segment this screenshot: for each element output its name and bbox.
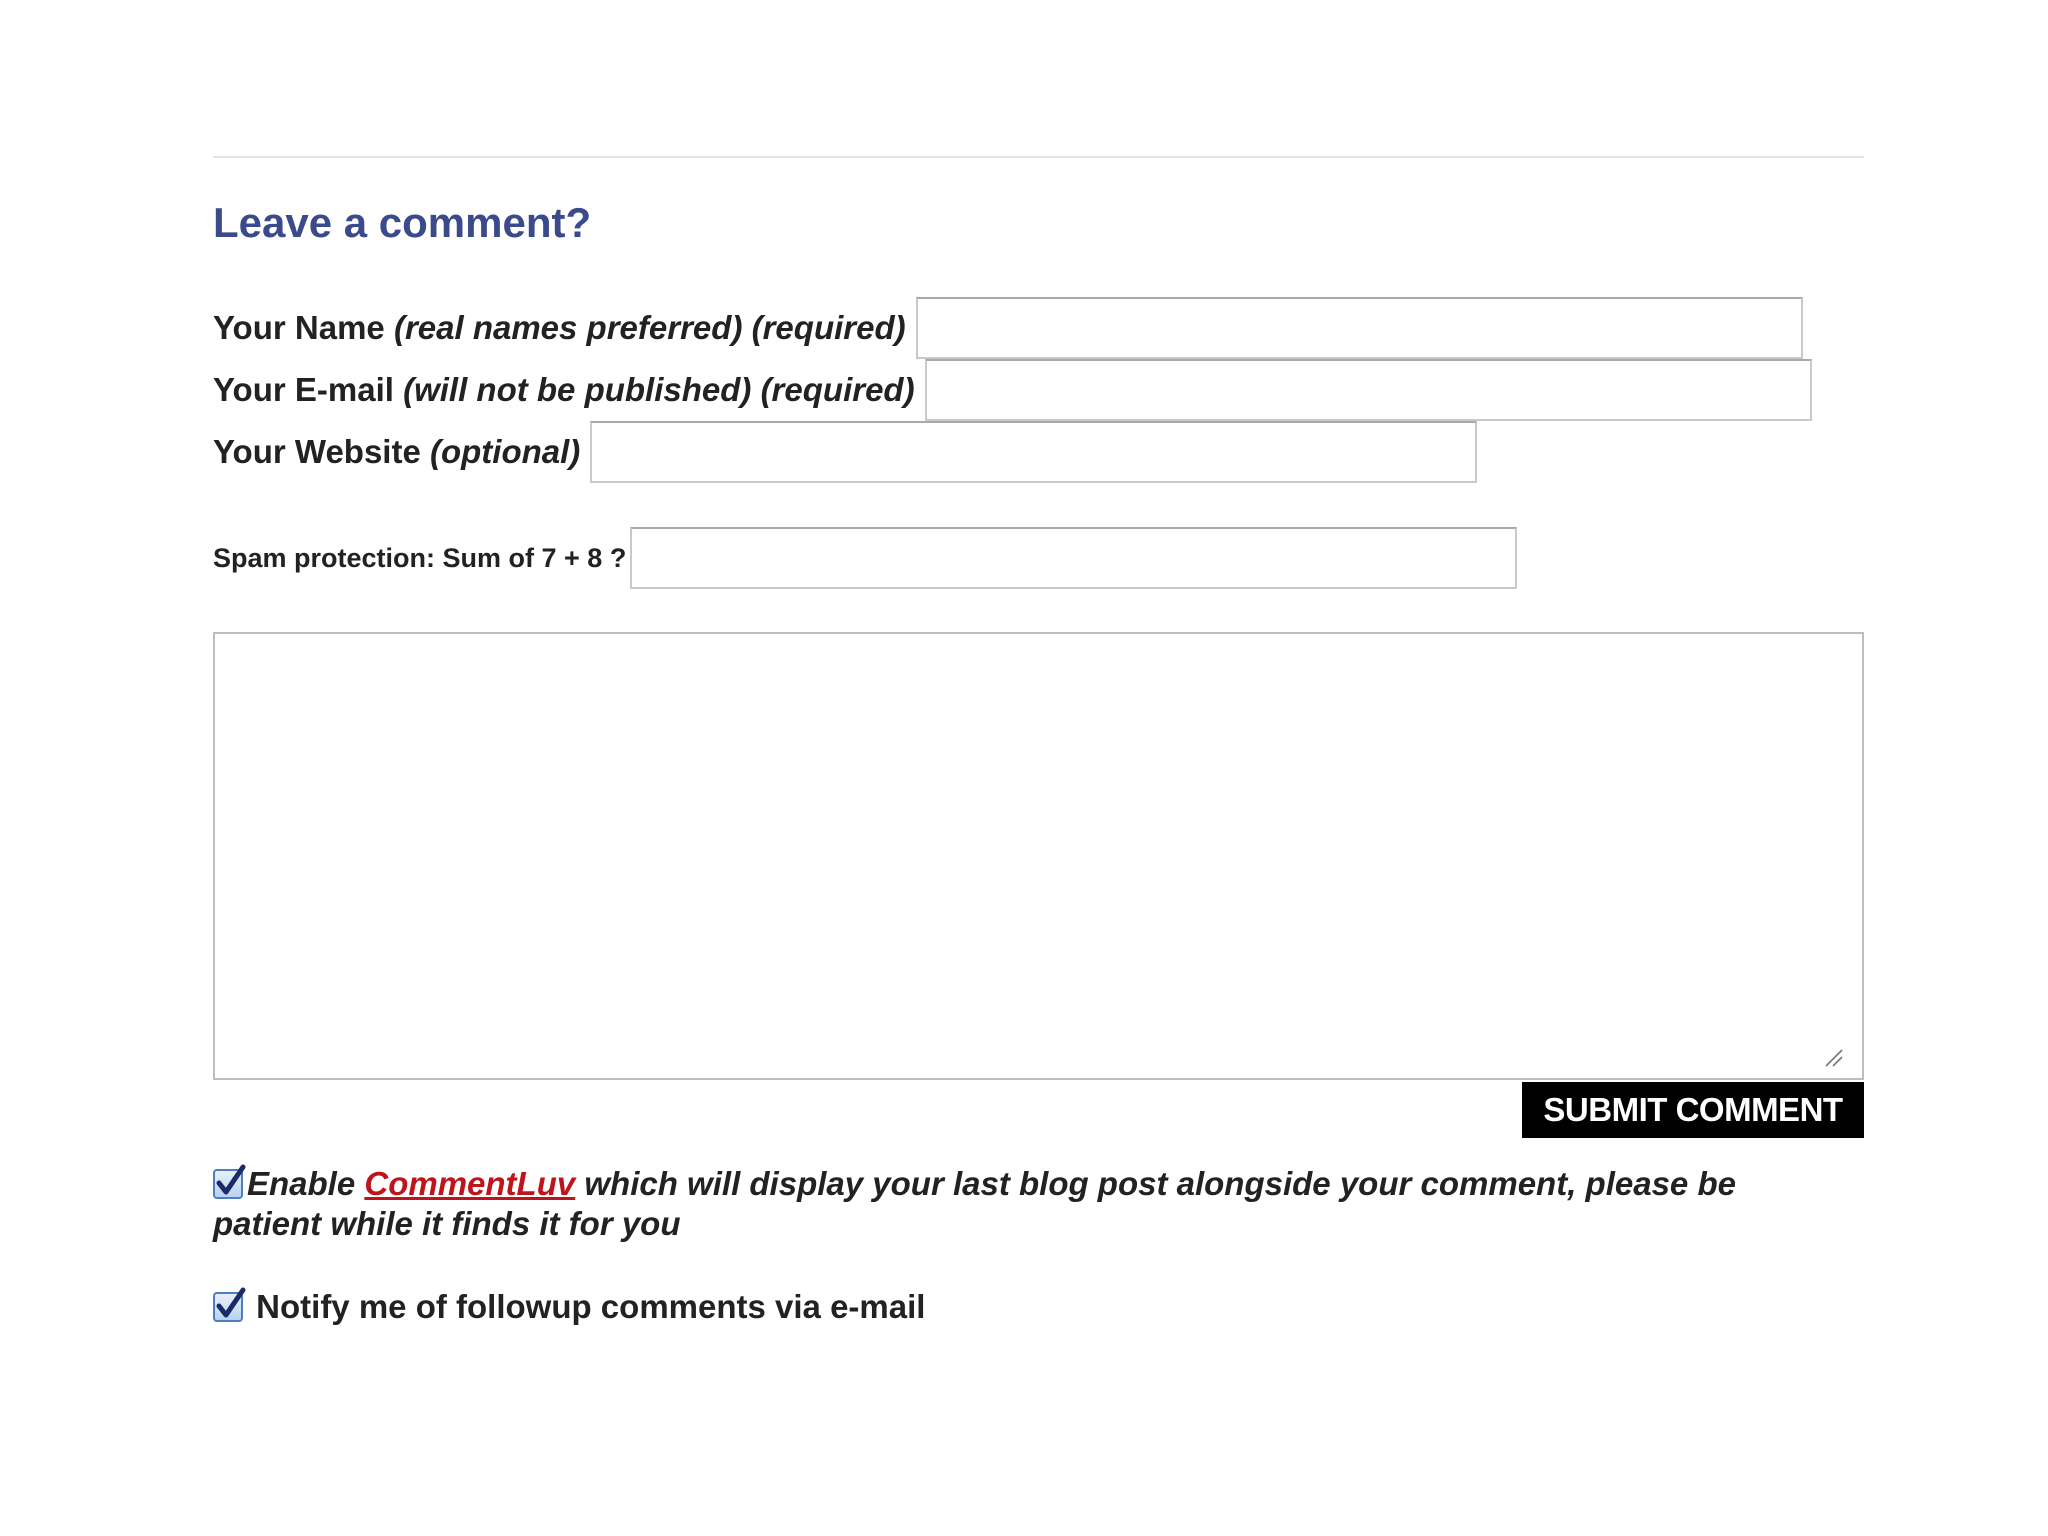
website-label-hint: (optional) — [430, 433, 581, 470]
name-input[interactable] — [916, 297, 1803, 359]
name-label-text: Your Name — [213, 309, 385, 346]
spam-protection-label: Spam protection: Sum of 7 + 8 ? — [213, 542, 627, 573]
name-row — [213, 297, 1803, 359]
spam-answer-input[interactable] — [630, 527, 1517, 589]
website-label-text: Your Website — [213, 433, 421, 470]
section-divider — [213, 156, 1864, 158]
checkmark-icon — [213, 1286, 247, 1322]
commentluv-link[interactable]: CommentLuv — [364, 1165, 576, 1202]
email-row — [213, 359, 1812, 421]
comment-form-heading: Leave a comment? — [213, 199, 592, 246]
name-label — [213, 309, 916, 347]
comment-textarea[interactable] — [213, 632, 1864, 1080]
commentluv-checkbox[interactable] — [213, 1169, 243, 1199]
commentluv-option — [213, 1164, 1833, 1244]
checkmark-icon — [213, 1163, 247, 1199]
email-label — [213, 371, 925, 409]
spam-row — [213, 527, 1517, 589]
email-label-text: Your E-mail — [213, 371, 394, 408]
resize-grip-icon[interactable] — [1822, 1046, 1844, 1068]
website-row — [213, 421, 1477, 483]
submit-comment-button[interactable]: SUBMIT COMMENT — [1522, 1082, 1864, 1138]
name-label-hint: (real names preferred) (required) — [393, 309, 906, 346]
notify-option — [213, 1287, 925, 1327]
email-input[interactable] — [925, 359, 1812, 421]
commentluv-prefix: Enable — [247, 1165, 365, 1202]
commentluv-description: which will display your last blog post alongside your comment, please be patient while it finds it for you — [213, 1165, 1736, 1242]
notify-label: Notify me of followup comments via e-mail — [256, 1288, 926, 1325]
notify-checkbox[interactable] — [213, 1292, 243, 1322]
email-label-hint: (will not be published) (required) — [403, 371, 915, 408]
website-label — [213, 433, 590, 471]
website-input[interactable] — [590, 421, 1477, 483]
